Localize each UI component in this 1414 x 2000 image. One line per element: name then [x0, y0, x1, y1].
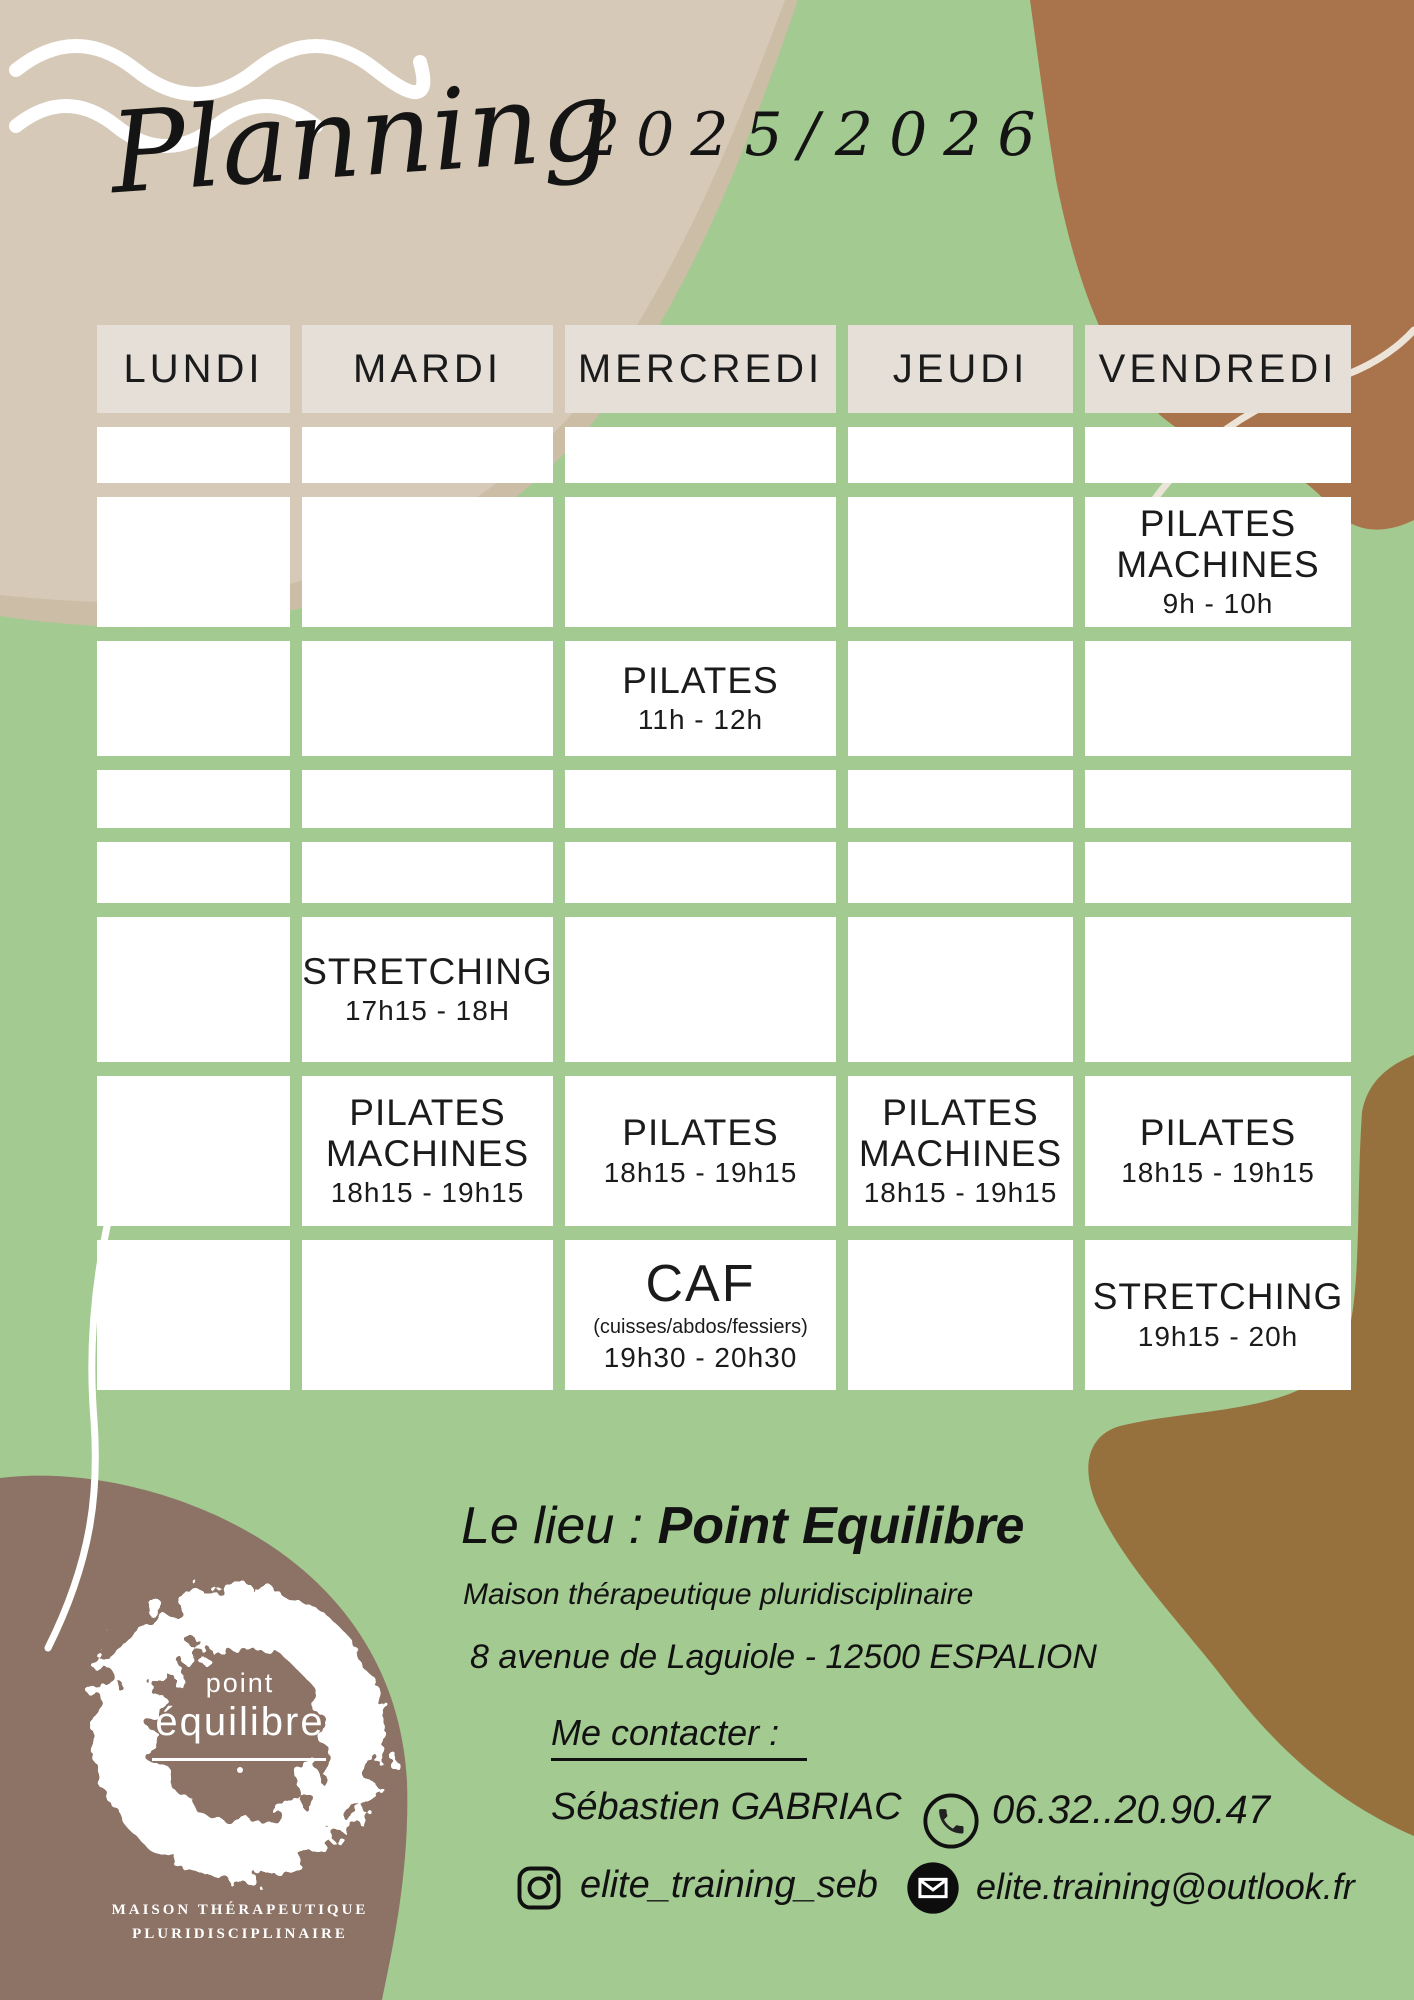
- class-title: PILATES: [622, 659, 779, 701]
- schedule-cell-vendredi-r3: [1085, 641, 1351, 756]
- class-time: 19h15 - 20h: [1137, 1320, 1299, 1352]
- day-header-lundi: LUNDI: [97, 325, 290, 413]
- schedule-cell-mardi-r7: [302, 1076, 553, 1226]
- schedule-cell-jeudi-r7: [848, 1076, 1073, 1226]
- venue-description: Maison thérapeutique pluridisciplinaire: [463, 1578, 974, 1611]
- schedule-cell-lundi-r2: [97, 497, 290, 627]
- schedule-cell-mercredi-r8: [565, 1240, 836, 1390]
- schedule-cell-mercredi-r1: [565, 427, 836, 483]
- day-header-jeudi: JEUDI: [848, 325, 1073, 413]
- day-header-mardi: MARDI: [302, 325, 553, 413]
- schedule-cell-jeudi-r5: [848, 842, 1073, 903]
- schedule-cell-mardi-r4: [302, 770, 553, 828]
- class-title: PILATES: [1139, 1112, 1297, 1154]
- logo-word-point: point: [205, 1668, 275, 1698]
- schedule-cell-jeudi-r2: [848, 497, 1073, 627]
- class-title: CAF: [645, 1255, 756, 1314]
- class-title: STRETCHING: [302, 950, 553, 992]
- schedule-cell-lundi-r5: [97, 842, 290, 903]
- schedule-cell-vendredi-r4: [1085, 770, 1351, 828]
- logo-subtitle-line1: MAISON THÉRAPEUTIQUE: [111, 1902, 369, 1918]
- day-header-vendredi: VENDREDI: [1085, 325, 1351, 413]
- instagram-icon: [513, 1862, 565, 1914]
- phone-icon: [922, 1792, 980, 1850]
- class-time: 18h15 - 19h15: [863, 1177, 1058, 1209]
- venue-name: Point Equilibre: [657, 1497, 1025, 1555]
- schedule-cell-jeudi-r8: [848, 1240, 1073, 1390]
- class-time: 11h - 12h: [637, 704, 764, 736]
- schedule-table: [97, 325, 1351, 1390]
- class-time: 19h30 - 20h30: [603, 1341, 798, 1373]
- day-header-mercredi: MERCREDI: [565, 325, 836, 413]
- page-title-years: 2025/2026: [582, 100, 1052, 170]
- contact-instagram-handle: elite_training_seb: [580, 1864, 878, 1906]
- schedule-cell-mercredi-r7: [565, 1076, 836, 1226]
- logo-word-equilibre: équilibre: [155, 1700, 325, 1744]
- schedule-cell-mercredi-r6: [565, 917, 836, 1062]
- schedule-cell-mardi-r5: [302, 842, 553, 903]
- contact-phone-number: 06.32..20.90.47: [992, 1788, 1271, 1832]
- class-time: 17h15 - 18H: [344, 995, 511, 1027]
- email-icon: [905, 1860, 961, 1916]
- class-title: PILATES: [1139, 502, 1297, 544]
- schedule-cell-mardi-r6: [302, 917, 553, 1062]
- schedule-cell-vendredi-r8: [1085, 1240, 1351, 1390]
- schedule-cell-vendredi-r1: [1085, 427, 1351, 483]
- contact-person: Sébastien GABRIAC: [551, 1786, 902, 1828]
- schedule-cell-jeudi-r1: [848, 427, 1073, 483]
- venue-heading: [461, 1496, 1024, 1556]
- class-note: (cuisses/abdos/fessiers): [593, 1315, 808, 1338]
- schedule-cell-jeudi-r3: [848, 641, 1073, 756]
- class-title: PILATES: [349, 1091, 506, 1133]
- schedule-cell-vendredi-r2: [1085, 497, 1351, 627]
- schedule-cell-jeudi-r6: [848, 917, 1073, 1062]
- schedule-cell-lundi-r8: [97, 1240, 290, 1390]
- schedule-cell-mercredi-r4: [565, 770, 836, 828]
- logo-underline: [152, 1758, 326, 1761]
- schedule-cell-mardi-r1: [302, 427, 553, 483]
- venue-label: Le lieu :: [461, 1497, 658, 1555]
- schedule-cell-vendredi-r6: [1085, 917, 1351, 1062]
- schedule-cell-vendredi-r7: [1085, 1076, 1351, 1226]
- schedule-cell-lundi-r6: [97, 917, 290, 1062]
- class-time: 18h15 - 19h15: [1121, 1156, 1315, 1188]
- schedule-cell-lundi-r3: [97, 641, 290, 756]
- page-title: Planning: [106, 54, 616, 220]
- schedule-cell-jeudi-r4: [848, 770, 1073, 828]
- schedule-cell-lundi-r7: [97, 1076, 290, 1226]
- class-title: PILATES: [622, 1112, 779, 1154]
- class-time: 18h15 - 19h15: [603, 1156, 798, 1188]
- contact-email-address: elite.training@outlook.fr: [976, 1866, 1355, 1907]
- schedule-cell-vendredi-r5: [1085, 842, 1351, 903]
- schedule-cell-mardi-r2: [302, 497, 553, 627]
- class-time: 9h - 10h: [1162, 588, 1274, 620]
- schedule-cell-mercredi-r5: [565, 842, 836, 903]
- logo-dot: [237, 1767, 243, 1773]
- schedule-cell-mercredi-r2: [565, 497, 836, 627]
- class-title: MACHINES: [1116, 543, 1320, 585]
- schedule-cell-mercredi-r3: [565, 641, 836, 756]
- class-title: MACHINES: [858, 1132, 1063, 1174]
- schedule-cell-mardi-r8: [302, 1240, 553, 1390]
- class-time: 18h15 - 19h15: [330, 1177, 525, 1209]
- class-title: STRETCHING: [1092, 1276, 1344, 1318]
- venue-address: 8 avenue de Laguiole - 12500 ESPALION: [470, 1638, 1097, 1676]
- schedule-cell-lundi-r4: [97, 770, 290, 828]
- schedule-cell-mardi-r3: [302, 641, 553, 756]
- logo-subtitle-line2: PLURIDISCIPLINAIRE: [132, 1926, 348, 1942]
- contact-heading: Me contacter :: [551, 1712, 807, 1761]
- class-title: MACHINES: [325, 1132, 530, 1174]
- schedule-cell-lundi-r1: [97, 427, 290, 483]
- class-title: PILATES: [882, 1091, 1039, 1133]
